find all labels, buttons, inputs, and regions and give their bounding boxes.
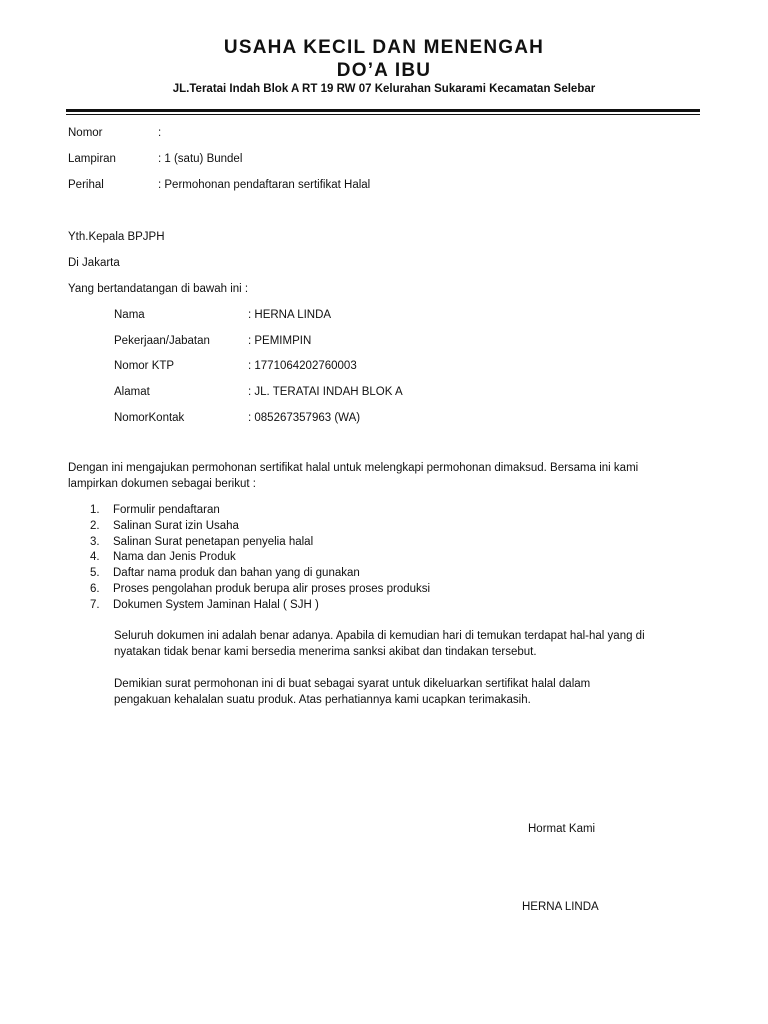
perihal-label: Perihal [68, 179, 104, 191]
paragraph-2-line-1: Seluruh dokumen ini adalah benar adanya. Apabila di kemudian hari di temukan terdapat hal-hal yang di [114, 630, 645, 642]
attachment-number: 7. [90, 598, 100, 611]
attachment-text: Salinan Surat izin Usaha [113, 519, 239, 532]
attachment-number: 1. [90, 504, 100, 516]
paragraph-3-line-2: pengakuan kehalalan suatu produk. Atas perhatiannya kami ucapkan terimakasih. [114, 694, 531, 706]
ktp-value: : 1771064202760003 [248, 360, 357, 372]
paragraph-3-line-1: Demikian surat permohonan ini di buat sebagai syarat untuk dikeluarkan sertifikat halal dalam [114, 678, 591, 690]
attachment-text: Daftar nama produk dan bahan yang di gunakan [113, 567, 360, 580]
paragraph-1-line-2: lampirkan dokumen sebagai berikut : [68, 478, 256, 490]
signer-name: HERNA LINDA [522, 901, 599, 913]
nomor-value: : [158, 127, 162, 139]
attachment-number: 6. [90, 582, 100, 595]
kontak-value: : 085267357963 (WA) [248, 412, 361, 424]
letterhead-divider-thick [66, 109, 700, 112]
paragraph-2-line-2: nyatakan tidak benar kami bersedia menerima sanksi akibat dan tindakan tersebut. [114, 646, 537, 658]
kontak-label: NomorKontak [114, 412, 185, 424]
nomor-label: Nomor [68, 127, 103, 139]
attachment-number: 3. [90, 535, 100, 548]
attachment-text: Proses pengolahan produk berupa alir proses proses produksi [113, 582, 431, 595]
alamat-value: : JL. TERATAI INDAH BLOK A [248, 386, 403, 398]
jabatan-label: Pekerjaan/Jabatan [114, 335, 210, 347]
paragraph-1-line-1: Dengan ini mengajukan permohonan sertifikat halal untuk melengkapi permohonan dimaksud. Bersama ini kami [68, 462, 639, 474]
attachment-text: Formulir pendaftaran [113, 504, 220, 516]
organization-subname: DO’A IBU [336, 60, 432, 81]
intro-line: Yang bertandatangan di bawah ini : [68, 283, 249, 295]
lampiran-value: : 1 (satu) Bundel [158, 153, 243, 165]
organization-address: JL.Teratai Indah Blok A RT 19 RW 07 Kelurahan Sukarami Kecamatan Selebar [172, 83, 596, 95]
organization-name: USAHA KECIL DAN MENENGAH [223, 37, 545, 58]
lampiran-label: Lampiran [68, 153, 116, 165]
alamat-label: Alamat [114, 386, 150, 398]
attachment-number: 4. [90, 551, 100, 564]
recipient-line-1: Yth.Kepala BPJPH [68, 231, 165, 243]
attachment-text: Salinan Surat penetapan penyelia halal [113, 535, 314, 548]
perihal-value: : Permohonan pendaftaran sertifikat Halal [158, 179, 371, 191]
nama-value: : HERNA LINDA [248, 309, 332, 321]
letterhead-divider-thin [66, 114, 700, 115]
attachment-number: 5. [90, 567, 100, 580]
nama-label: Nama [114, 309, 145, 321]
closing-salutation: Hormat Kami [528, 823, 596, 835]
attachment-text: Dokumen System Jaminan Halal ( SJH ) [113, 598, 319, 611]
attachment-number: 2. [90, 519, 100, 532]
attachment-text: Nama dan Jenis Produk [113, 551, 236, 564]
jabatan-value: : PEMIMPIN [248, 335, 312, 347]
recipient-line-2: Di Jakarta [68, 257, 120, 269]
ktp-label: Nomor KTP [114, 360, 175, 372]
